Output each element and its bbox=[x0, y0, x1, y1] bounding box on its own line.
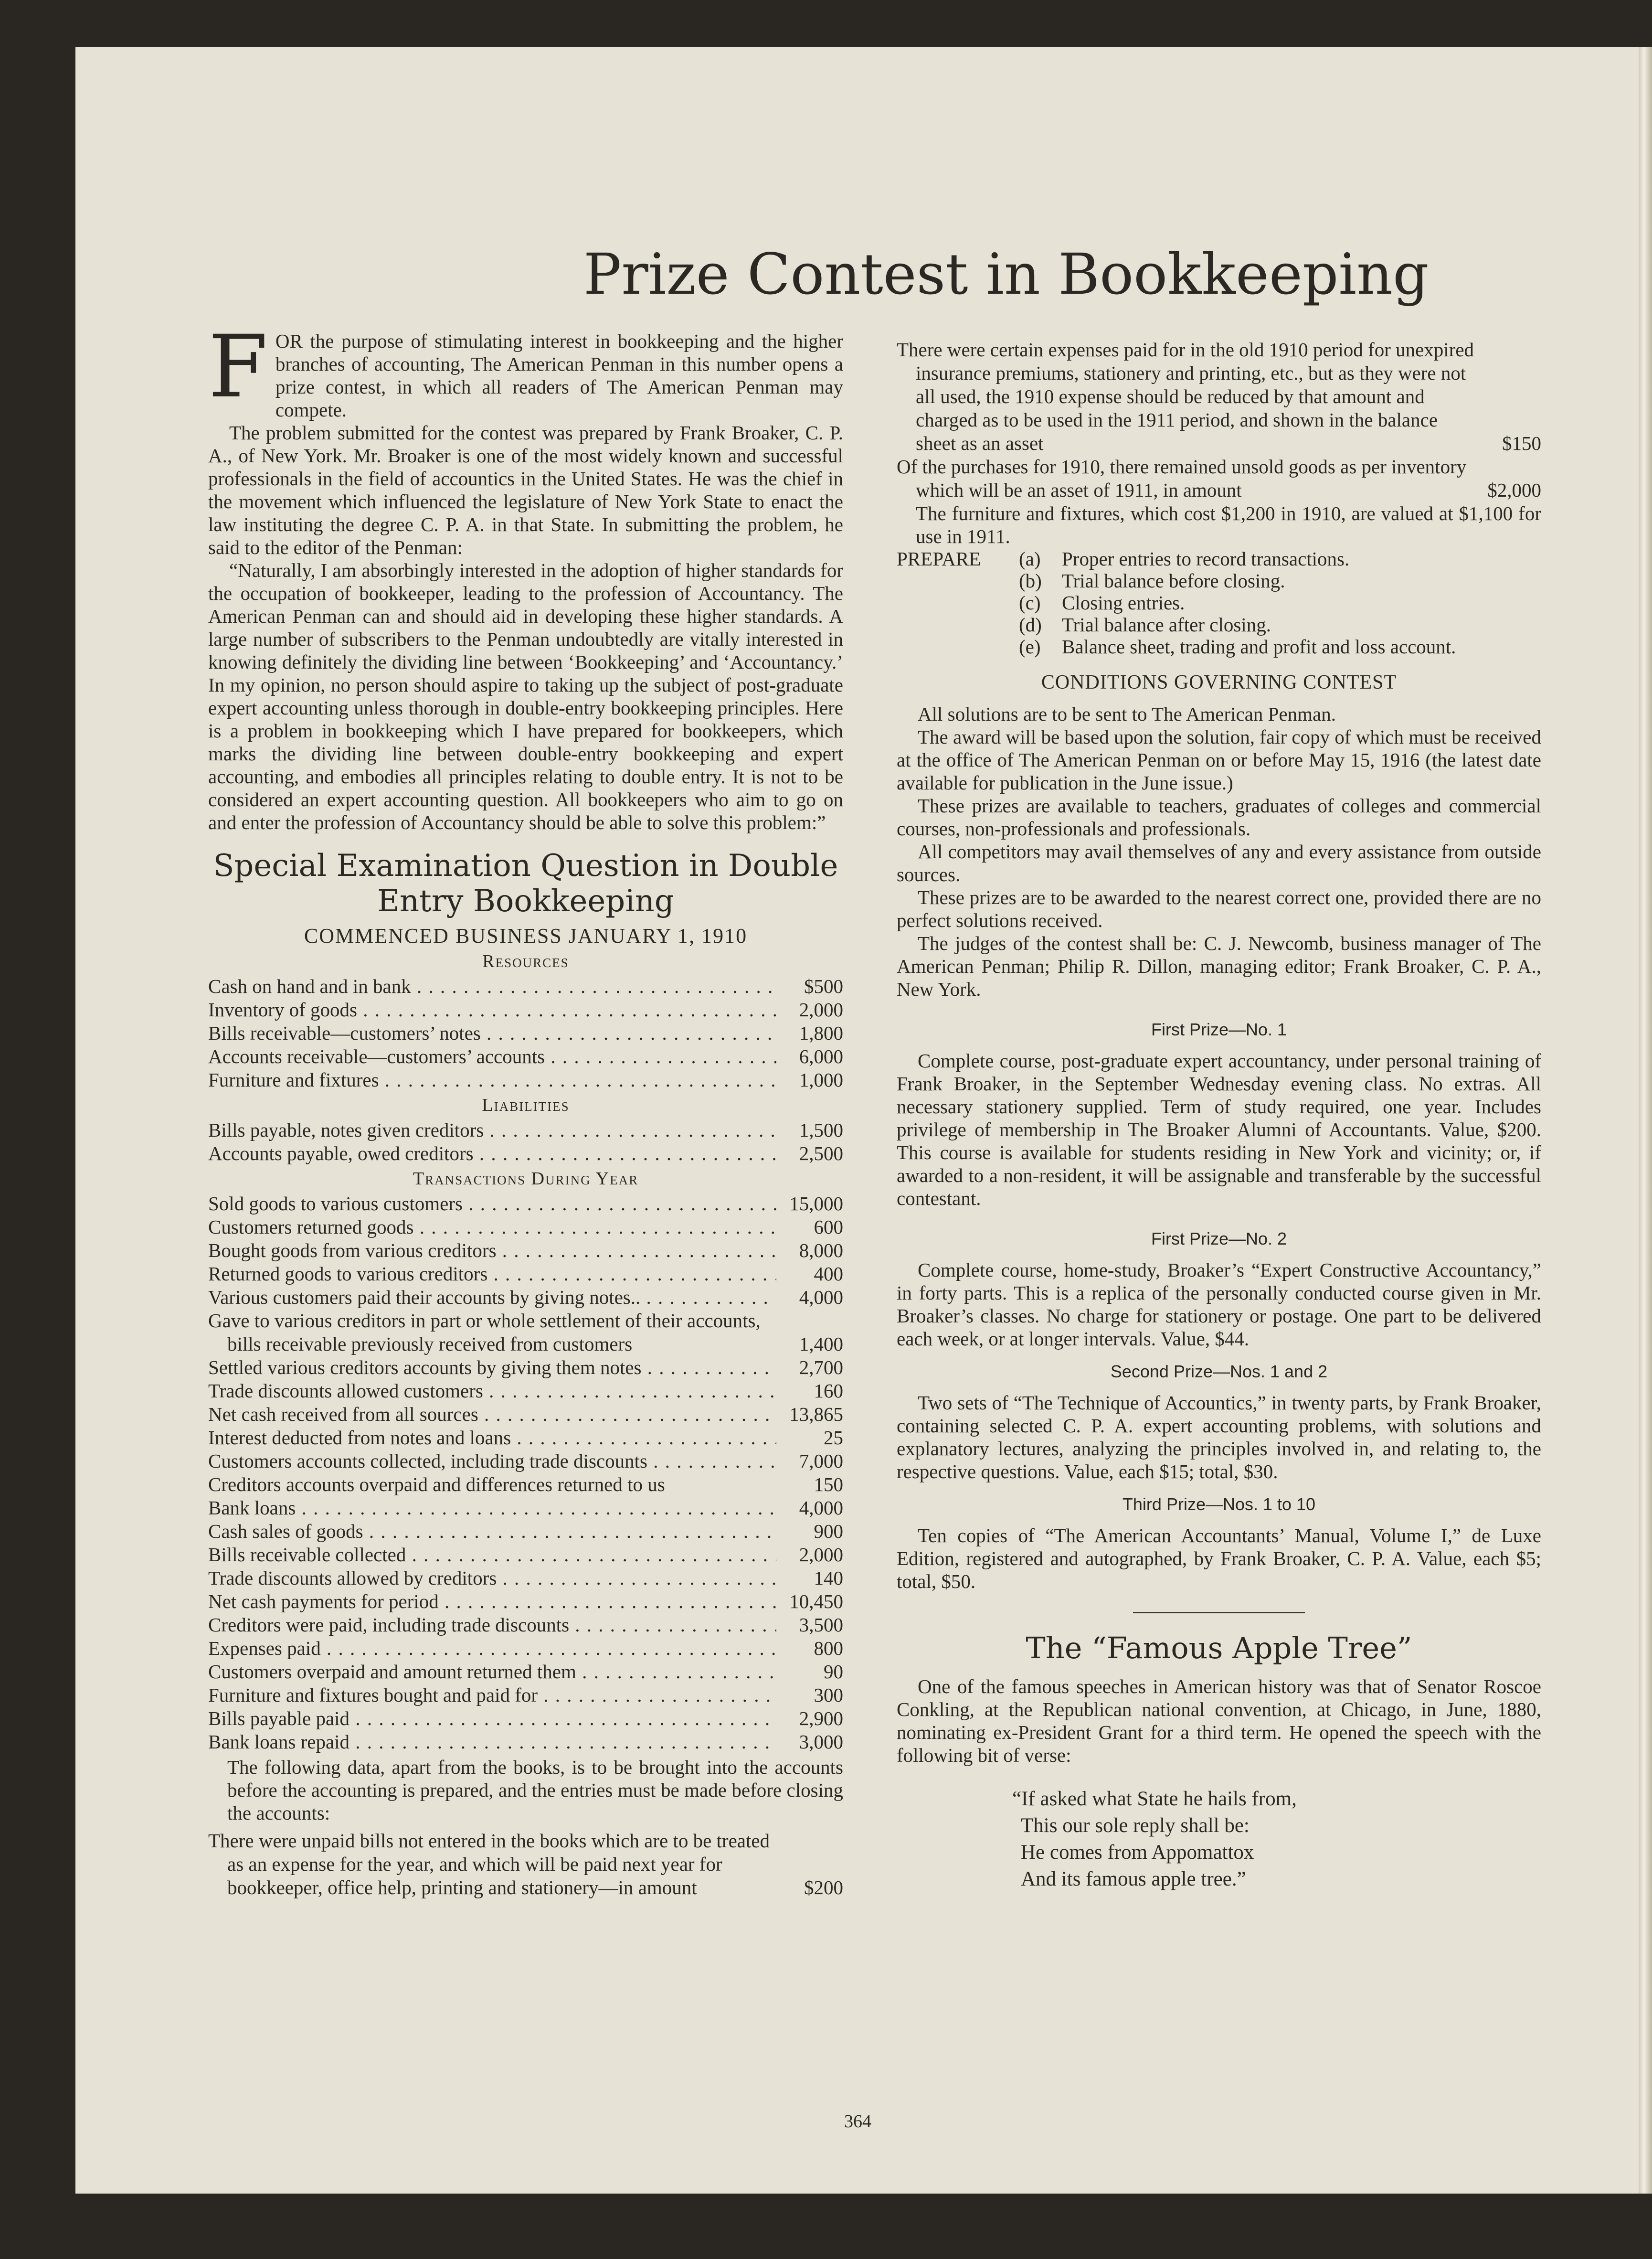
transaction-label: Trade discounts allowed customers . . . bbox=[208, 1379, 776, 1403]
prepare-item bbox=[897, 592, 1541, 614]
prepare-description: Trial balance after closing. bbox=[1062, 614, 1271, 636]
exam-heading: Special Examination Question in Double Entry Bookkeeping bbox=[213, 848, 838, 919]
prize1-text: Complete course, post-graduate expert accountancy, under personal training of Frank Broaker, in the September Wednesday evening class. No extras. All necessary stationery supplied. Term of study required, one year. Includes privilege of membership in The Broaker Alumni of Accountants. Value, $200. This course is available for students residing in New York and vicinity; or, if awarded to a non-resident, it will be assignable and transferable by the successful contestant. bbox=[897, 1050, 1541, 1209]
prepare-key: (b) bbox=[1019, 570, 1042, 592]
transaction-label: Customers overpaid and amount returned them . . . bbox=[208, 1660, 776, 1684]
transaction-value: 400 bbox=[814, 1263, 843, 1285]
third-prize-heading: Third Prize—Nos. 1 to 10 bbox=[1122, 1494, 1316, 1514]
transaction-row bbox=[208, 1356, 843, 1379]
liabilities-list bbox=[208, 1119, 843, 1165]
third-prize-text: Ten copies of “The American Accountants’ Manual, Volume I,” de Luxe Edition, registered and autographed, by Frank Broaker, C. P. A. Value, each $5; total, $50. bbox=[897, 1524, 1541, 1592]
intro-paragraph-1 bbox=[208, 317, 843, 421]
transaction-row bbox=[208, 1730, 843, 1754]
condition-6: The judges of the contest shall be: C. J. Newcomb, business manager of The American Penman; Philip R. Dillon, managing editor; Frank Broaker, C. P. A., New York. bbox=[897, 932, 1541, 1000]
page-edge bbox=[1639, 47, 1652, 2194]
transaction-label: Various customers paid their accounts by giving notes.. . . . bbox=[208, 1286, 776, 1309]
prepare-item bbox=[897, 548, 1541, 570]
transaction-row bbox=[208, 1239, 843, 1262]
transaction-label: Settled various creditors accounts by giving them notes . . . bbox=[208, 1356, 776, 1379]
resource-row bbox=[208, 975, 843, 998]
transaction-label: Creditors accounts overpaid and differences returned to us bbox=[208, 1473, 665, 1495]
condition-5: These prizes are to be awarded to the nearest correct one, provided there are no perfect solutions received. bbox=[897, 886, 1541, 931]
resource-row bbox=[208, 998, 843, 1022]
expenses-row bbox=[897, 338, 1541, 455]
prepare-description: Proper entries to record transactions. bbox=[1062, 548, 1350, 570]
transaction-label: Furniture and fixtures bought and paid for . . . bbox=[208, 1684, 776, 1707]
transaction-label: Customers returned goods . . . bbox=[208, 1215, 776, 1239]
purchases-value: $2,000 bbox=[1487, 479, 1541, 501]
resource-label: Bills receivable—customers’ notes . . . bbox=[208, 1022, 776, 1045]
transaction-row bbox=[208, 1613, 843, 1637]
transaction-row bbox=[208, 1262, 843, 1286]
transaction-value: 3,000 bbox=[799, 1731, 843, 1753]
poem-line: And its famous apple tree.” bbox=[1021, 1868, 1246, 1890]
resource-value: 1,000 bbox=[799, 1069, 843, 1091]
resource-value: $500 bbox=[804, 975, 843, 997]
transaction-value: 300 bbox=[814, 1684, 843, 1706]
expenses-text: There were certain expenses paid for in the old 1910 period for unexpired insurance premiums, stationery and printing, etc., but as they were not all used, the 1910 expense should be reduced by that amount and charged as to be used in the 1911 period, and shown in the balance sheet as an asset bbox=[897, 339, 1474, 454]
transaction-row bbox=[208, 1192, 843, 1215]
furniture-paragraph: The furniture and fixtures, which cost $1,200 in 1910, are valued at $1,100 for use in 1911. bbox=[916, 502, 1541, 547]
prepare-label bbox=[897, 636, 1019, 658]
transaction-row bbox=[208, 1660, 843, 1684]
transaction-label: Bills receivable collected . . . bbox=[208, 1543, 776, 1566]
transaction-row bbox=[208, 1543, 843, 1566]
transaction-value: 160 bbox=[814, 1380, 843, 1402]
transaction-label: Cash sales of goods . . . bbox=[208, 1520, 776, 1543]
apple-tree-heading: The “Famous Apple Tree” bbox=[1026, 1630, 1412, 1665]
transaction-value: 4,000 bbox=[799, 1286, 843, 1308]
transaction-row bbox=[208, 1496, 843, 1520]
transaction-row bbox=[208, 1707, 843, 1730]
condition-3: These prizes are available to teachers, graduates of colleges and commercial courses, non-professionals and professionals. bbox=[897, 795, 1541, 840]
conditions-heading: CONDITIONS GOVERNING CONTEST bbox=[1041, 671, 1397, 693]
transaction-row bbox=[208, 1309, 843, 1356]
drop-cap: F bbox=[208, 317, 268, 417]
resource-label: Inventory of goods . . . bbox=[208, 998, 776, 1022]
poem bbox=[1012, 1786, 1541, 1893]
resource-label: Furniture and fixtures . . . bbox=[208, 1068, 776, 1092]
liability-value: 1,500 bbox=[799, 1119, 843, 1141]
condition-1: All solutions are to be sent to The American Penman. bbox=[918, 703, 1336, 725]
transaction-row bbox=[208, 1403, 843, 1426]
prepare-label: PREPARE bbox=[897, 548, 981, 570]
transaction-row bbox=[208, 1449, 843, 1473]
prize2-heading: First Prize—No. 2 bbox=[1151, 1229, 1287, 1248]
resource-value: 2,000 bbox=[799, 999, 843, 1021]
intro-paragraph-3: “Naturally, I am absorbingly interested in the adoption of higher standards for the occupation of bookkeeper, leading to the profession of Accountancy. The American Penman can and should aid in developing these higher standards. A large number of subscribers to the Penman undoubtedly are vitally interested in knowing definitely the dividing line between ‘Bookkeeping’ and ‘Accountancy.’ In my opinion, no person should aspire to taking up the subject of post-graduate expert accounting unless thorough in double-entry bookkeeping principles. Here is a problem in bookkeeping which I have prepared for bookkeepers, which marks the dividing line between double-entry bookkeeping and expert accounting, and embodies all principles relating to double entry. It is not to be considered an expert accounting question. All bookkeepers who aim to go on and enter the profession of Accountancy should be able to solve this problem:” bbox=[208, 559, 843, 833]
transaction-row bbox=[208, 1637, 843, 1660]
transaction-row bbox=[208, 1684, 843, 1707]
unpaid-bills-value: $200 bbox=[804, 1876, 843, 1898]
following-paragraph: The following data, apart from the books, is to be brought into the accounts before the accounting is prepared, and the entries must be made before closing the accounts: bbox=[227, 1756, 843, 1824]
prepare-label bbox=[897, 592, 1019, 614]
transaction-label: Gave to various creditors in part or whole settlement of their accounts, bills receivable previously received from customers bbox=[208, 1310, 761, 1355]
transaction-value: 2,700 bbox=[799, 1356, 843, 1378]
transaction-value: 8,000 bbox=[799, 1239, 843, 1261]
intro-paragraph-2: The problem submitted for the contest was prepared by Frank Broaker, C. P. A., of New York. Mr. Broaker is one of the most widely known and successful professionals in the field of accountics in the United States. He was the chief in the movement which influenced the legislature of New York State to enact the law instituting the degree C. P. A. in that State. In submitting the problem, he said to the editor of the Penman: bbox=[208, 422, 843, 558]
resource-value: 1,800 bbox=[799, 1022, 843, 1044]
prize2-text: Complete course, home-study, Broaker’s “Expert Constructive Accountancy,” in forty parts. This is a replica of the personally conducted course given in Mr. Broaker’s classes. No charge for stationery or postage. One part to be delivered each week, or at longer intervals. Value, $44. bbox=[897, 1259, 1541, 1350]
resource-label: Accounts receivable—customers’ accounts . . . bbox=[208, 1045, 776, 1068]
transaction-row bbox=[208, 1286, 843, 1309]
commenced-line: COMMENCED BUSINESS JANUARY 1, 1910 bbox=[304, 924, 748, 948]
right-column bbox=[897, 338, 1541, 1893]
transaction-label: Bought goods from various creditors . . . bbox=[208, 1239, 776, 1262]
transactions-list bbox=[208, 1192, 843, 1754]
resource-row bbox=[208, 1022, 843, 1045]
prepare-key: (c) bbox=[1019, 592, 1041, 614]
transaction-row bbox=[208, 1379, 843, 1403]
transaction-row bbox=[208, 1473, 843, 1496]
unpaid-bills-text: There were unpaid bills not entered in the books which are to be treated as an expense for the year, and which will be paid next year for bookkeeper, office help, printing and stationery—in amount bbox=[208, 1830, 770, 1898]
transaction-value: 150 bbox=[814, 1473, 843, 1495]
transaction-label: Net cash received from all sources . . . bbox=[208, 1403, 776, 1426]
transaction-value: 2,900 bbox=[799, 1707, 843, 1729]
prepare-key: (d) bbox=[1019, 614, 1042, 636]
transaction-row bbox=[208, 1426, 843, 1449]
transaction-row bbox=[208, 1215, 843, 1239]
transaction-label: Expenses paid . . . bbox=[208, 1637, 776, 1660]
poem-line: “If asked what State he hails from, bbox=[1012, 1788, 1297, 1810]
expenses-value: $150 bbox=[1502, 432, 1541, 454]
transaction-value: 140 bbox=[814, 1567, 843, 1589]
transaction-label: Bank loans repaid . . . bbox=[208, 1730, 776, 1754]
liability-value: 2,500 bbox=[799, 1142, 843, 1164]
resources-list bbox=[208, 975, 843, 1092]
condition-2: The award will be based upon the solution, fair copy of which must be received at the office of The American Penman on or before May 15, 1916 (the latest date available for publication in the June issue.) bbox=[897, 726, 1541, 794]
prepare-label bbox=[897, 570, 1019, 592]
transaction-value: 13,865 bbox=[789, 1403, 843, 1425]
transaction-value: 2,000 bbox=[799, 1544, 843, 1566]
condition-4: All competitors may avail themselves of any and every assistance from outside sources. bbox=[897, 841, 1541, 885]
transaction-label: Bills payable paid . . . bbox=[208, 1707, 776, 1730]
prepare-description: Trial balance before closing. bbox=[1062, 570, 1285, 592]
prepare-key: (e) bbox=[1019, 636, 1041, 658]
liability-row bbox=[208, 1142, 843, 1165]
transaction-value: 4,000 bbox=[799, 1497, 843, 1519]
prepare-item bbox=[897, 614, 1541, 636]
prepare-description: Closing entries. bbox=[1062, 592, 1185, 614]
transaction-label: Creditors were paid, including trade discounts . . . bbox=[208, 1613, 776, 1637]
liability-label: Bills payable, notes given creditors . . . bbox=[208, 1119, 776, 1142]
transaction-label: Returned goods to various creditors . . . bbox=[208, 1262, 776, 1286]
transactions-label: Transactions During Year bbox=[413, 1169, 639, 1189]
resources-label: Resources bbox=[482, 951, 569, 971]
transaction-value: 90 bbox=[824, 1661, 843, 1683]
page-title: Prize Contest in Bookkeeping bbox=[583, 241, 1429, 307]
transaction-label: Customers accounts collected, including trade discounts . . . bbox=[208, 1449, 776, 1473]
resource-row bbox=[208, 1045, 843, 1068]
transaction-value: 800 bbox=[814, 1637, 843, 1659]
transaction-row bbox=[208, 1566, 843, 1590]
liabilities-label: Liabilities bbox=[482, 1095, 570, 1115]
prepare-item bbox=[897, 636, 1541, 658]
purchases-row bbox=[897, 455, 1541, 502]
transaction-row bbox=[208, 1520, 843, 1543]
prize1-heading: First Prize—No. 1 bbox=[1151, 1020, 1287, 1039]
prepare-label bbox=[897, 614, 1019, 636]
transaction-label: Bank loans . . . bbox=[208, 1496, 776, 1520]
page-number: 364 bbox=[844, 2111, 871, 2131]
transaction-value: 1,400 bbox=[799, 1333, 843, 1355]
prepare-key: (a) bbox=[1019, 548, 1041, 570]
intro-p1-text: OR the purpose of stimulating interest in bookkeeping and the higher branches of accounting, The American Penman in this number opens a prize contest, in which all readers of The American Penman may compete. bbox=[275, 330, 843, 421]
transaction-label: Net cash payments for period . . . bbox=[208, 1590, 776, 1613]
prepare-list bbox=[897, 548, 1541, 658]
poem-line: He comes from Appomattox bbox=[1021, 1841, 1254, 1864]
transaction-value: 600 bbox=[814, 1216, 843, 1238]
liability-label: Accounts payable, owed creditors . . . bbox=[208, 1142, 776, 1165]
transaction-value: 25 bbox=[824, 1427, 843, 1449]
poem-line: This our sole reply shall be: bbox=[1021, 1814, 1250, 1837]
transaction-value: 15,000 bbox=[789, 1193, 843, 1215]
transaction-label: Trade discounts allowed by creditors . . . bbox=[208, 1566, 776, 1590]
transaction-label: Interest deducted from notes and loans . . . bbox=[208, 1426, 776, 1449]
prepare-description: Balance sheet, trading and profit and loss account. bbox=[1062, 636, 1456, 658]
transaction-value: 3,500 bbox=[799, 1614, 843, 1636]
transaction-value: 900 bbox=[814, 1520, 843, 1542]
apple-tree-text: One of the famous speeches in American history was that of Senator Roscoe Conkling, at the Republican national convention, at Chicago, in June, 1880, nominating ex-President Grant for a third term. He opened the speech with the following bit of verse: bbox=[897, 1675, 1541, 1766]
resource-row bbox=[208, 1068, 843, 1092]
transaction-label: Sold goods to various customers . . . bbox=[208, 1192, 776, 1215]
transaction-value: 10,450 bbox=[789, 1590, 843, 1612]
prepare-item bbox=[897, 570, 1541, 592]
section-divider bbox=[1133, 1612, 1305, 1613]
left-column bbox=[208, 317, 843, 1899]
resource-value: 6,000 bbox=[799, 1045, 843, 1067]
second-prize-text: Two sets of “The Technique of Accountics,” in twenty parts, by Frank Broaker, containing selected C. P. A. expert accounting problems, with solutions and explanatory lectures, analyzing the principles involved in, and relating to, the respective questions. Value, each $15; total, $30. bbox=[897, 1392, 1541, 1482]
unpaid-bills-row bbox=[208, 1829, 843, 1899]
purchases-text: Of the purchases for 1910, there remained unsold goods as per inventory which will be an asset of 1911, in amount bbox=[897, 456, 1467, 501]
second-prize-heading: Second Prize—Nos. 1 and 2 bbox=[1110, 1362, 1328, 1381]
liability-row bbox=[208, 1119, 843, 1142]
transaction-row bbox=[208, 1590, 843, 1613]
resource-label: Cash on hand and in bank . . . bbox=[208, 975, 776, 998]
transaction-value: 7,000 bbox=[799, 1450, 843, 1472]
